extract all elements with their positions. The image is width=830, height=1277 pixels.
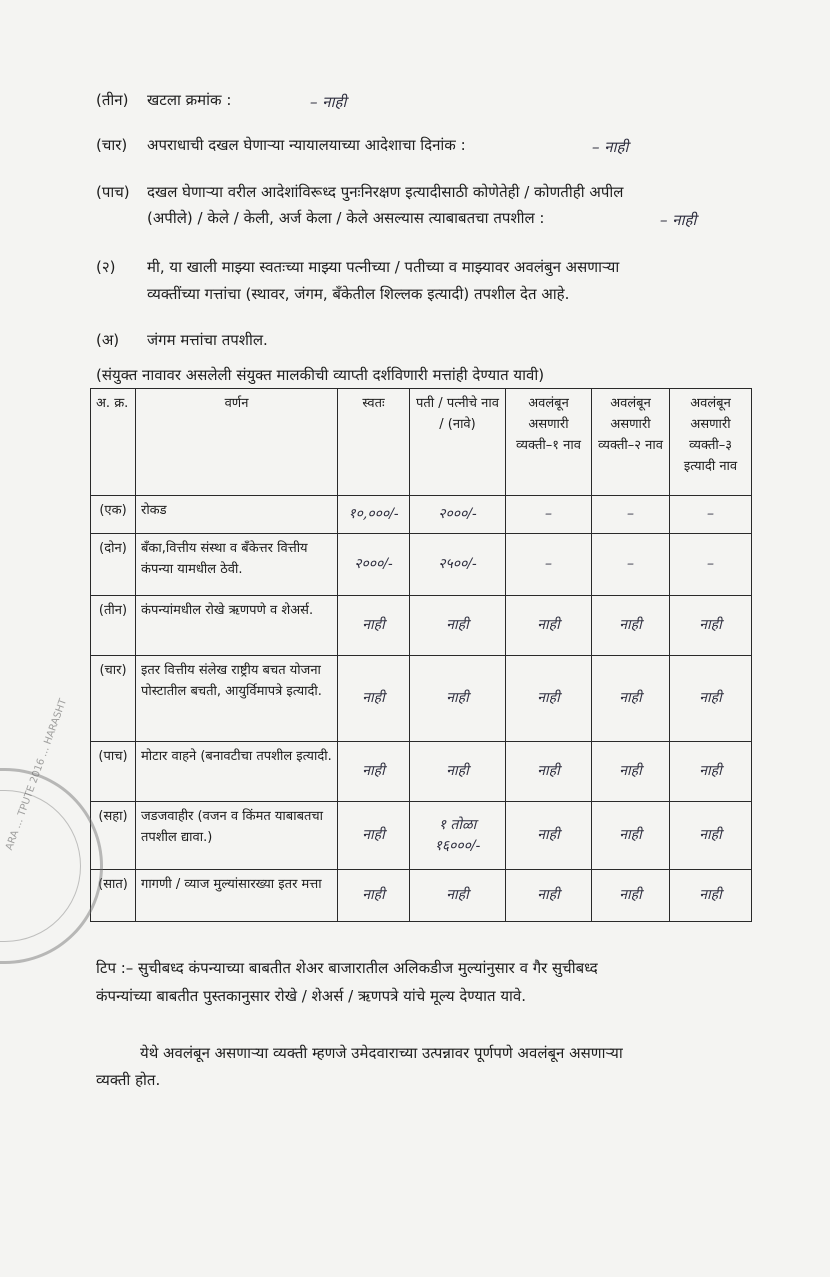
row-self-value: नाही: [338, 596, 410, 656]
row-dependent-1-value: –: [506, 534, 592, 596]
row-dependent-2-value: नाही: [592, 802, 670, 870]
table-row: [91, 534, 752, 596]
table-row: [91, 802, 752, 870]
row-spouse-value: नाही: [410, 870, 506, 922]
row-serial: (एक): [91, 496, 136, 534]
row-description: जडजवाहीर (वजन व किंमत याबाबतचा तपशील द्यावा.): [136, 802, 338, 870]
table-row: [91, 656, 752, 742]
joint-ownership-note: (संयुक्त नावावर असलेली संयुक्त मालकीची व्याप्ती दर्शविणारी मत्तांही देण्यात यावी): [96, 366, 545, 384]
row-serial: (सहा): [91, 802, 136, 870]
row-serial: (चार): [91, 656, 136, 742]
section-2-number: (२): [96, 258, 116, 276]
header-spouse: पती / पत्नीचे नाव / (नावे): [410, 389, 506, 496]
row-spouse-value: नाही: [410, 596, 506, 656]
header-dependent-1: अवलंबून असणारी व्यक्ती–१ नाव: [506, 389, 592, 496]
footer-line2: व्यक्ती होत.: [96, 1071, 161, 1089]
row-serial: (सात): [91, 870, 136, 922]
row-dependent-1-value: –: [506, 496, 592, 534]
item-3-handwritten: – नाही: [310, 93, 347, 111]
row-self-value: नाही: [338, 656, 410, 742]
row-self-value: नाही: [338, 802, 410, 870]
row-dependent-2-value: नाही: [592, 656, 670, 742]
row-dependent-3-value: नाही: [670, 802, 752, 870]
row-self-value: नाही: [338, 742, 410, 802]
row-description: गागणी / व्याज मुल्यांसारख्या इतर मत्ता: [136, 870, 338, 922]
row-serial: (तीन): [91, 596, 136, 656]
row-spouse-value: १ तोळा १६०००/-: [410, 802, 506, 870]
movable-assets-table: [90, 388, 752, 922]
item-4-number: (चार): [96, 136, 128, 154]
section-2-line2: व्यक्तींच्या गत्तांचा (स्थावर, जंगम, बँकेतील शिल्लक इत्यादी) तपशील देत आहे.: [147, 285, 570, 303]
row-dependent-1-value: नाही: [506, 802, 592, 870]
table-row: [91, 870, 752, 922]
row-dependent-2-value: नाही: [592, 596, 670, 656]
row-spouse-value: नाही: [410, 656, 506, 742]
row-serial: (दोन): [91, 534, 136, 596]
stamp-text: ARA ... TPUTE 2016 ... HARASHT: [4, 697, 70, 852]
header-self: स्वतः: [338, 389, 410, 496]
section-a-text: जंगम मत्तांचा तपशील.: [147, 331, 268, 349]
item-5-line2: (अपीले) / केले / केली, अर्ज केला / केले असल्यास त्याबाबतचा तपशील :: [147, 209, 545, 227]
item-5-line1: दखल घेणाऱ्या वरील आदेशांविरूध्द पुनःनिरक्षण इत्यादीसाठी कोणेतेही / कोणतीही अपील: [147, 183, 624, 201]
row-dependent-2-value: –: [592, 496, 670, 534]
row-dependent-2-value: –: [592, 534, 670, 596]
item-3-number: (तीन): [96, 91, 129, 109]
row-dependent-3-value: नाही: [670, 742, 752, 802]
section-2-line1: मी, या खाली माझ्या स्वतःच्या माझ्या पत्नीच्या / पतीच्या व माझ्यावर अवलंबुन असणाऱ्या: [147, 258, 620, 276]
row-serial: (पाच): [91, 742, 136, 802]
section-a-number: (अ): [96, 331, 120, 349]
row-dependent-3-value: नाही: [670, 656, 752, 742]
tip-line1: टिप :– सुचीबध्द कंपन्याच्या बाबतीत शेअर बाजारातील अलिकडीज मुल्यांनुसार व गैर सुचीबध्द: [96, 959, 598, 977]
item-4-handwritten: – नाही: [592, 138, 629, 156]
row-description: मोटार वाहने (बनावटीचा तपशील इत्यादी.: [136, 742, 338, 802]
row-dependent-2-value: नाही: [592, 870, 670, 922]
row-spouse-value: २५००/-: [410, 534, 506, 596]
table-header-row: [91, 389, 752, 496]
row-self-value: २०००/-: [338, 534, 410, 596]
row-dependent-3-value: –: [670, 534, 752, 596]
row-dependent-3-value: नाही: [670, 596, 752, 656]
header-serial: अ. क्र.: [91, 389, 136, 496]
row-dependent-3-value: नाही: [670, 870, 752, 922]
row-dependent-1-value: नाही: [506, 870, 592, 922]
row-description: कंपन्यांमधील रोखे ऋणपणे व शेअर्स.: [136, 596, 338, 656]
row-description: बँका,वित्तीय संस्था व बँकेत्तर वित्तीय कंपन्या यामधील ठेवी.: [136, 534, 338, 596]
item-5-number: (पाच): [96, 183, 130, 201]
row-self-value: १०,०००/-: [338, 496, 410, 534]
item-3-text: खटला क्रमांक :: [147, 91, 232, 109]
row-description: इतर वित्तीय संलेख राष्ट्रीय बचत योजना पोस्टातील बचती, आयुर्विमापत्रे इत्यादी.: [136, 656, 338, 742]
row-dependent-3-value: –: [670, 496, 752, 534]
row-spouse-value: २०००/-: [410, 496, 506, 534]
row-dependent-1-value: नाही: [506, 596, 592, 656]
row-spouse-value: नाही: [410, 742, 506, 802]
row-self-value: नाही: [338, 870, 410, 922]
item-4-text: अपराधाची दखल घेणाऱ्या न्यायालयाच्या आदेशाचा दिनांक :: [147, 136, 466, 154]
header-description: वर्णन: [136, 389, 338, 496]
row-dependent-1-value: नाही: [506, 656, 592, 742]
footer-line1: येथे अवलंबून असणाऱ्या व्यक्ती म्हणजे उमेदवाराच्या उत्पन्नावर पूर्णपणे अवलंबून असणाऱ्या: [140, 1044, 623, 1062]
row-description: रोकड: [136, 496, 338, 534]
header-dependent-3: अवलंबून असणारी व्यक्ती–३ इत्यादी नाव: [670, 389, 752, 496]
item-5-handwritten: – नाही: [660, 211, 697, 229]
row-dependent-2-value: नाही: [592, 742, 670, 802]
table-row: [91, 596, 752, 656]
table-row: [91, 496, 752, 534]
row-dependent-1-value: नाही: [506, 742, 592, 802]
tip-line2: कंपन्यांच्या बाबतीत पुस्तकानुसार रोखे / शेअर्स / ऋणपत्रे यांचे मूल्य देण्यात यावे.: [96, 987, 527, 1005]
table-row: [91, 742, 752, 802]
header-dependent-2: अवलंबून असणारी व्यक्ती–२ नाव: [592, 389, 670, 496]
